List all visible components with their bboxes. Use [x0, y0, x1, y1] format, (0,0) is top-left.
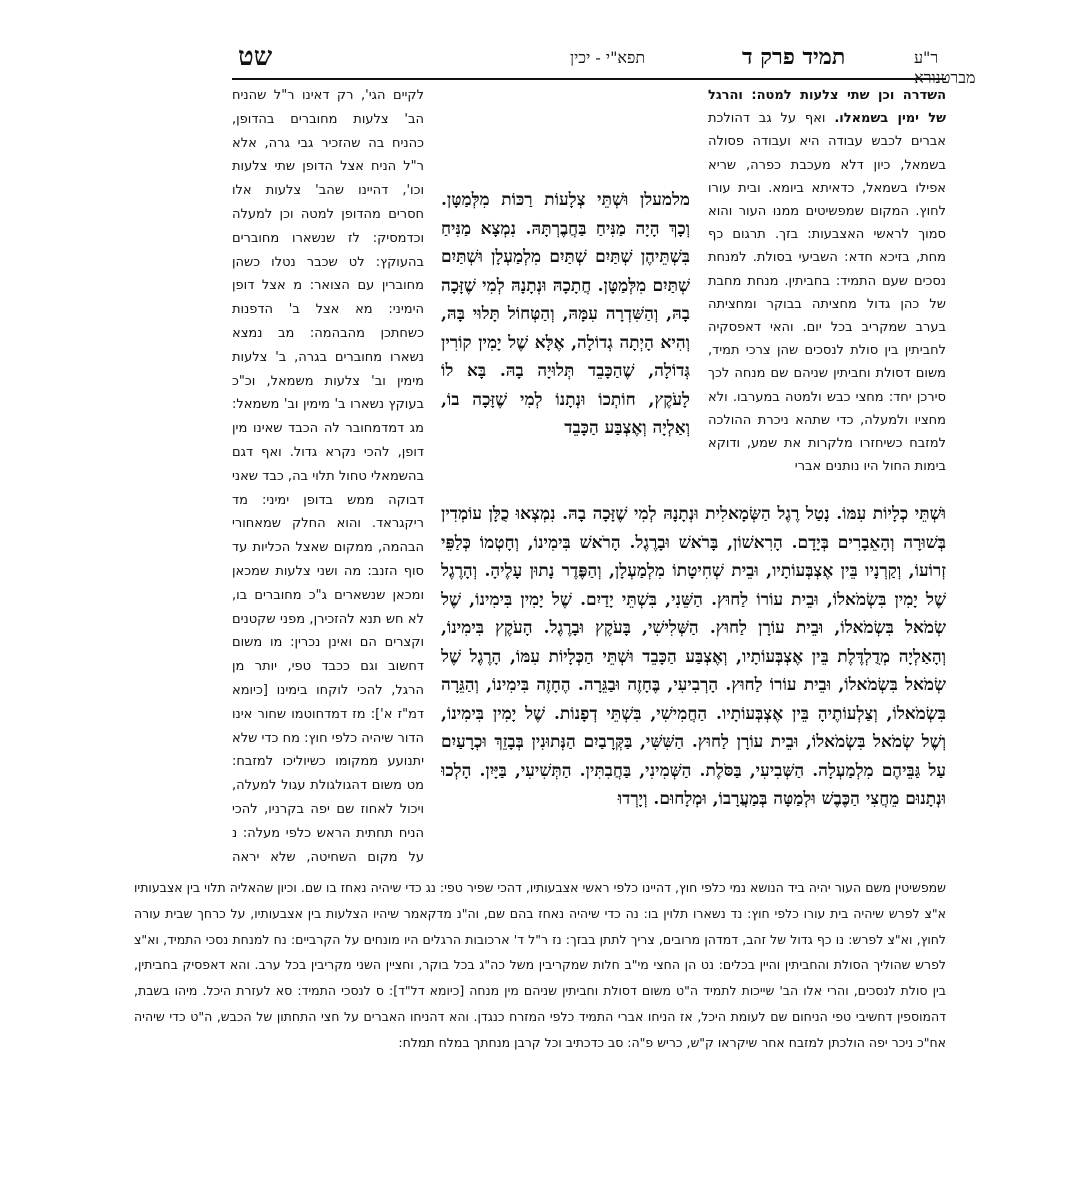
header-range: תפא"י - יכין [570, 48, 646, 67]
right-commentary-column [708, 84, 946, 501]
commentary-title: ר"ע מברטנורא [914, 48, 976, 87]
mishna-middle-column [441, 186, 690, 496]
mishna-main-block [441, 500, 946, 871]
page-header [232, 40, 976, 87]
left-commentary-column [232, 84, 424, 871]
page-number: שט [238, 42, 273, 72]
right-commentary-intro: השדרה וכן שתי צלעות למטה: והרגל של ימין בשמאלו. [708, 88, 946, 127]
mishna-middle-text: מלמעלן וּשְׁתֵּי צְלָעוֹת רַכּוֹת מִלְּמַטָּן. וְכָךְ הָיָה מַנִּיחַ בַּחֲבֶרְתָּהּ. נִמְצָא מַנִּיחַ בִּשְׁתֵּיהֶן שְׁתַּיִם שְׁתַּיִם מִלְמַעְלָן וּשְׁתַּיִם שְׁתַּיִם מִלְּמַטָּן. חֲתָכָהּ וּנְתָנָהּ לְמִי שֶׁזָּכָה בָהּ, וְהַשִּׁדְרָה עִמָּהּ, וְהַטְּחוֹל תָּלוּי בָּהּ, וְהִיא הָיְתָה גְדוֹלָה, אֶלָּא שֶׁל יָמִין קוֹרִין גְּדוֹלָה, שֶׁהַכָּבֵד תְּלוּיָה בָהּ. בָּא לוֹ לָעֹקֶץ, חוֹתְכוֹ וּנְתָנוֹ לְמִי שֶׁזָּכָה בוֹ, וְאַלְיָה וְאֶצְבַּע הַכָּבֵד [441, 190, 690, 438]
chapter-title: תמיד פרק ד [742, 44, 846, 70]
bottom-commentary-text: שמפשיטין משם העור יהיה ביד הנושא נמי כלפי חוץ, דהיינו כלפי ראשי אצבעותיו, דהכי שפיר טפי: נג כדי שיהיה נאחז בו שם. וכיון שהאליה תלוי בין אצבעותיו א"צ לפרש שיהיה בית עורו כלפי חוץ: נד נשארו תלוין בו: נה כדי שיהיה נאחז בהם שם, וה"נ מדקאמר שיהיו הצלעות בין אצבעותיו, על כרחך שבית עורה לחוץ, וא"צ לפרש: נו כף גדול של זהב, דמדהן מרובים, צריך לתתן בבזך: נז ר"ל ד' ארכובות הרגלים היו מונחים על הקרביים: נח למנחת נסכי התמיד, וא"צ לפרש שהוליך הסולת והחביתין והיין בכלים: נט הן החצי מי"ב חלות שמקריבין משל כה"ג בכל בוקר, וחציין השני מקריבין בכל ערב. והא דאפסיק בחביתין, בין סולת לנסכים, והרי אלו הב' שייכות לתמיד ה"ט משום דסולת וחביתין שניהם מין מנחה [כיומא דל"ד]: ס לנסכי התמיד: סא לעזרת היכל. מיהו בשבת, דהמוספין דחשיבי טפי הניחום שם לעומת היכל, אז הניחו אברי התמיד כלפי המזרח כנגדן. והא דהניחו האברים על חצי התחתון של הכבש, ה"ט כדי שיהיה אח"כ ניכר יפה הולכתן למזבח אחר שיקראו ק"ש, כריש פ"ה: סב כדכתיב וכל קרבן מנחתך במלח תמלח: [134, 880, 946, 1050]
bottom-commentary [134, 875, 946, 1145]
right-commentary-text: ואף על גב דהולכת אברים לכבש עבודה היא ועבודה פסולה בשמאל, כיון דלא מעכבת כפרה, שריא אפילו בשמאל, כדאיתא ביומא. ובית עורו לחוץ. המקום שמפשיטים ממנו העור והוא סמוך לראשי האצבעות: בזך. תרגום כף מחת, בזיכא חדא: השביעי בסולת. למנחת נסכים שעם התמיד: בחביתין. מנחת מחבת של כהן גדול מחציתה בבוקר ומחציתה בערב שמקריב בכל יום. והאי דאפסקיה לחביתין בין סולת לנסכים שהן צרכי תמיד, משום דסולת וחביתין שניהם שם מנחה לכך סירכן יחד: מחצי כבש ולמטה במערבו. ולא מחציו ולמעלה, כדי שתהא ניכרת ההולכה למזבח כשיחזרו מלקרות את שמע, ודוקא בימות החול היו נותנים אברי [708, 111, 946, 475]
mishna-main-text: וּשְׁתֵּי כְלָיוֹת עִמּוֹ. נָטַל רֶגֶל הַשְּׂמָאלִית וּנְתָנָהּ לְמִי שֶׁזָּכָה בָהּ. נִמְצְאוּ כֻלָּן עוֹמְדִין בְּשׁוּרָה וְהָאֵבָרִים בְּיָדָם. הָרִאשׁוֹן, בָּרֹאשׁ וּבָרֶגֶל. הָרֹאשׁ בִּימִינוֹ, וְחָטְמוֹ כְּלַפֵּי זְרוֹעוֹ, וְקַרְנָיו בֵּין אֶצְבְּעוֹתָיו, וּבֵית שְׁחִיטָתוֹ מִלְמַעְלָן, וְהַפֶּדֶר נָתוּן עָלֶיהָ. וְהָרֶגֶל שֶׁל יָמִין בִּשְׂמֹאלוֹ, וּבֵית עוֹרוֹ לַחוּץ. הַשֵּׁנִי, בִּשְׁתֵּי יָדַיִם. שֶׁל יָמִין בִּימִינוֹ, שֶׁל שְׂמֹאל בִּשְׂמֹאלוֹ, וּבֵית עוֹרָן לַחוּץ. הַשְּׁלִישִׁי, בָּעֹקֶץ וּבָרֶגֶל. הָעֹקֶץ בִּימִינוֹ, וְהָאַלְיָה מְדֻלְדֶּלֶת בֵּין אֶצְבְּעוֹתָיו, וְאֶצְבַּע הַכָּבֵד וּשְׁתֵּי הַכְּלָיוֹת עִמּוֹ, הָרֶגֶל שֶׁל שְׂמֹאל בִּשְׂמֹאלוֹ, וּבֵית עוֹרוֹ לַחוּץ. הָרְבִיעִי, בֶּחָזֶה וּבַגֵּרָה. הֶחָזֶה בִּימִינוֹ, וְהַגֵּרָה בִּשְׂמֹאלוֹ, וְצַלְעוֹתֶיהָ בֵּין אֶצְבְּעוֹתָיו. הַחֲמִישִׁי, בִּשְׁתֵּי דְפָנוֹת. שֶׁל יָמִין בִּימִינוֹ, וְשֶׁל שְׂמֹאל בִּשְׂמֹאלוֹ, וּבֵית עוֹרָן לַחוּץ. הַשִּׁשִּׁי, בַּקְּרָבַיִם הַנְּתוּנִין בְּבָזֵךְ וּכְרָעַיִם עַל גַּבֵּיהֶם מִלְמַעְלָה. הַשְּׁבִיעִי, בַּסֹּלֶת. הַשְּׁמִינִי, בַּחֲבִתִּין. הַתְּשִׁיעִי, בַּיָּיִן. הָלְכוּ וּנְתָנוּם מֵחֲצִי הַכֶּבֶשׁ וּלְמַטָּה בְּמַעֲרָבוֹ, וּמְלָחוּם. וְיָרְדוּ [441, 504, 946, 809]
left-commentary-text: לקיים הגי', רק דאינו ר"ל שהניח הב' צלעות מחוברים בהדופן, כהניח בה שהזכיר גבי גרה, אלא ר"ל הניח אצל הדופן שתי צלעות וכו', דהיינו שהב' צלעות אלו חסרים מהדופן למטה וכן למעלה וכדמסיק: לז שנשארו מחוברים בהעוקץ: לט שכבר נטלו כשהן מחוברין עם הצואר: מ אצל דופן הימיני: מא אצל ב' הדפנות כשחתכן מהבהמה: מב נמצא נשארו מחוברים בגרה, ב' צלעות מימין וב' צלעות משמאל, וכ"כ בעוקץ נשארו ב' מימין וב' משמאל: מג דמדמחובר לה הכבד שאינו מין דופן, להכי נקרא גדול. ואף דגם בהשמאלי טחול תלוי בה, כבד שאני דבוקה ממש בדופן ימיני: מד ריקגראד. והוא החלק שמאחורי הבהמה, ממקום שאצל הכליות עד סוף הזנב: מה ושני צלעות שמכאן ומכאן שנשארים ג"כ מחוברים בו, לא חש תנא להזכירן, מפני שקטנים וקצרים הם ואינן נכרין: מו משום דחשוב וגם ככבד טפי, יותר מן הרגל, להכי לוקחו בימינו [כיומא דמ"ז א']: מז דמדחוטמו שחור אינו הדור שיהיה כלפי חוץ: מח כדי שלא יתנועע ממקומו כשיוליכו למזבח: מט משום דהגולגולת עגול למעלה, ויכול לאחוז שם יפה בקרניו, להכי הניח תחתית הראש כלפי מעלה: נ על מקום השחיטה, שלא יראה [232, 88, 424, 865]
